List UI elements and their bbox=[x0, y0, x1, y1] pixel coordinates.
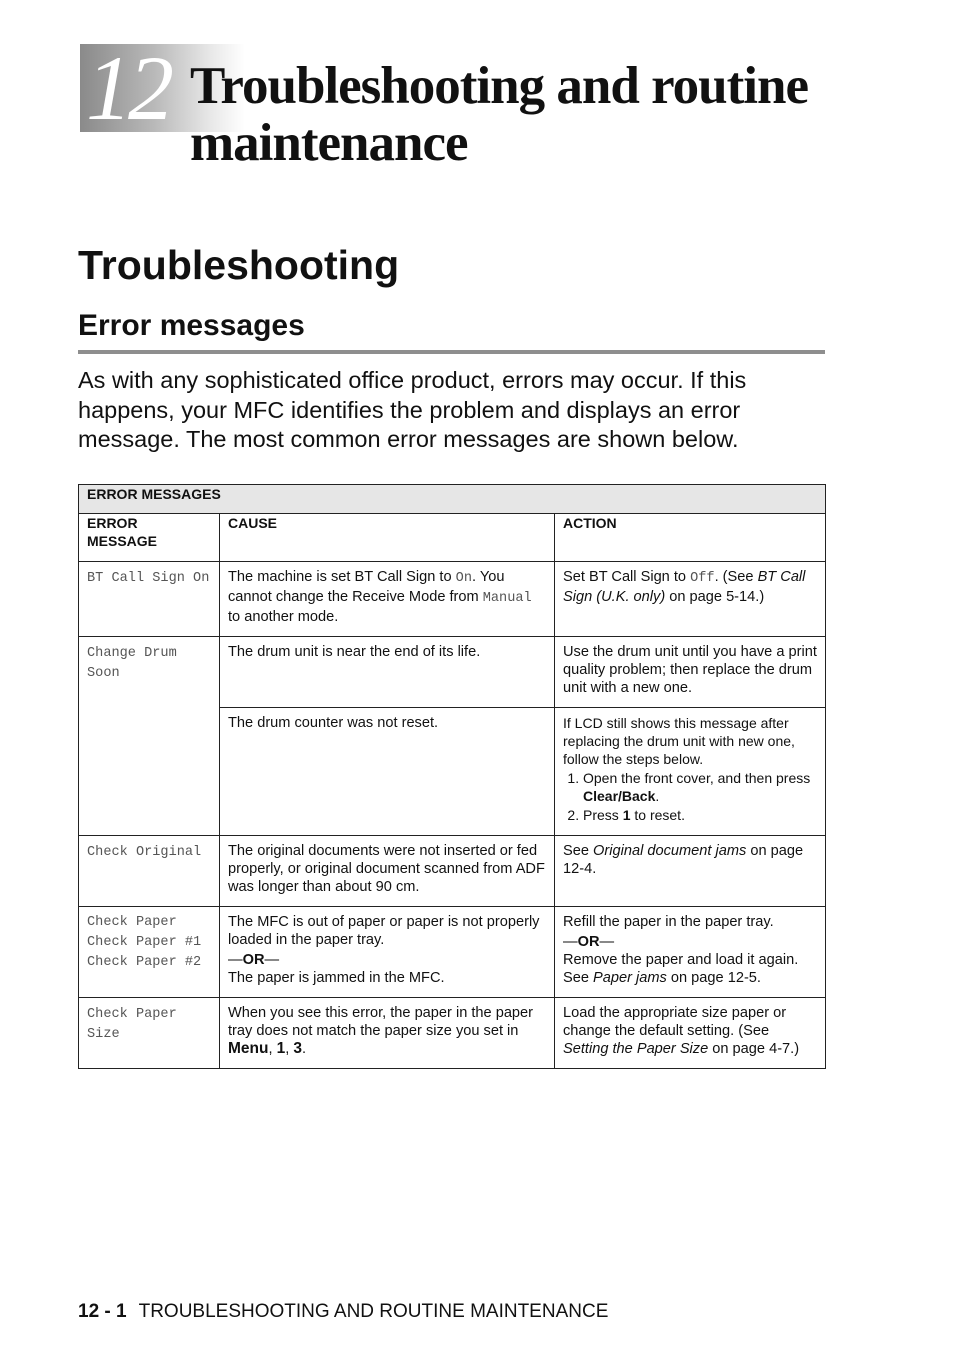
cause-cell: The drum counter was not reset. bbox=[220, 708, 555, 836]
cause-text: The machine is set BT Call Sign to bbox=[228, 569, 456, 585]
action-text: . (See bbox=[714, 569, 758, 585]
table-row bbox=[79, 998, 826, 1069]
action-text: Remove the paper and load it again. See bbox=[563, 952, 799, 986]
list-item bbox=[583, 806, 817, 824]
lcd-setting: Manual bbox=[482, 591, 532, 606]
header-cause: CAUSE bbox=[220, 514, 555, 562]
footer-text: TROUBLESHOOTING AND ROUTINE MAINTENANCE bbox=[138, 1301, 609, 1322]
key-name: Menu bbox=[228, 1040, 269, 1057]
steps-list bbox=[563, 769, 817, 824]
action-text: on page 12-4. bbox=[563, 843, 804, 877]
action-text: If LCD still shows this message after replacing the drum unit with new one, follow the steps below. bbox=[563, 715, 795, 767]
lcd-message: Check Original bbox=[87, 845, 202, 860]
action-cell bbox=[555, 836, 826, 907]
cause-text: The paper is jammed in the MFC. bbox=[228, 970, 445, 986]
cause-cell: The drum unit is near the end of its life. bbox=[220, 637, 555, 708]
action-cell: Use the drum unit until you have a print quality problem; then replace the drum unit with a new one. bbox=[555, 637, 826, 708]
table-row bbox=[79, 562, 826, 637]
or-separator: —OR— bbox=[563, 934, 615, 950]
lcd-setting: On bbox=[455, 571, 472, 586]
message-cell bbox=[79, 998, 220, 1069]
or-separator: —OR— bbox=[228, 952, 280, 968]
action-text: See bbox=[563, 843, 594, 859]
table-row bbox=[79, 637, 826, 708]
cross-reference: Paper jams bbox=[593, 970, 667, 986]
step-text: Press bbox=[583, 807, 623, 823]
action-cell bbox=[555, 907, 826, 998]
action-text: on page 5-14.) bbox=[665, 589, 765, 605]
cross-reference: BT Call Sign (U.K. only) bbox=[563, 569, 806, 605]
table-row bbox=[79, 836, 826, 907]
action-cell bbox=[555, 708, 826, 836]
lcd-message: Check Paper bbox=[87, 915, 177, 930]
subsection-rule bbox=[78, 350, 825, 354]
subsection-title: Error messages bbox=[78, 309, 305, 342]
cause-cell bbox=[220, 562, 555, 637]
key-name: Clear/Back bbox=[583, 788, 656, 804]
key-name: 3 bbox=[293, 1040, 302, 1057]
or-label: OR bbox=[242, 952, 265, 968]
action-text: on page 12-5. bbox=[666, 970, 761, 986]
table-header-row bbox=[79, 514, 826, 562]
lcd-message: Check Paper #2 bbox=[87, 955, 202, 970]
section-title: Troubleshooting bbox=[78, 242, 400, 288]
lcd-message: Check Paper Size bbox=[87, 1007, 177, 1042]
step-text: . bbox=[655, 788, 660, 804]
message-cell bbox=[79, 637, 220, 836]
table-row bbox=[79, 907, 826, 998]
table-caption-row bbox=[79, 485, 826, 514]
header-error-message: ERROR MESSAGE bbox=[79, 514, 220, 562]
cause-text: . You cannot change the Receive Mode from bbox=[228, 569, 505, 605]
key-name: 1 bbox=[276, 1040, 286, 1057]
key-name: 1 bbox=[622, 807, 631, 823]
lcd-message: Change Drum Soon bbox=[87, 646, 177, 681]
cause-cell bbox=[220, 907, 555, 998]
step-text: Open the front cover, and then press bbox=[583, 770, 811, 786]
lcd-message: BT Call Sign On bbox=[87, 571, 210, 586]
action-cell bbox=[555, 998, 826, 1069]
cause-text: When you see this error, the paper in the paper tray does not match the paper size you set in bbox=[228, 1005, 534, 1039]
lcd-message: Check Paper #1 bbox=[87, 935, 202, 950]
cause-cell: When you see this error, the paper in the paper tray does not match the paper size you set in Menu, 1, 3. bbox=[220, 998, 555, 1069]
list-item bbox=[583, 769, 817, 805]
or-label: OR bbox=[577, 934, 600, 950]
cause-cell: The original documents were not inserted or fed properly, or original document scanned from ADF was longer than about 90 cm. bbox=[220, 836, 555, 907]
cross-reference: Original document jams bbox=[593, 843, 747, 859]
message-cell bbox=[79, 562, 220, 637]
step-text: to reset. bbox=[630, 807, 685, 823]
intro-paragraph: As with any sophisticated office product, errors may occur. If this happens, your MFC identifies the problem and displays an error message. The most common error messages are shown below. bbox=[78, 367, 747, 452]
lcd-setting: Off bbox=[690, 571, 715, 586]
action-text: Refill the paper in the paper tray. bbox=[563, 914, 774, 930]
page-number: 12 - 1 bbox=[78, 1301, 127, 1322]
action-cell bbox=[555, 562, 826, 637]
action-text: Set BT Call Sign to bbox=[563, 569, 691, 585]
chapter-number: 12 bbox=[86, 37, 170, 139]
cause-text: to another mode. bbox=[228, 609, 339, 625]
message-cell bbox=[79, 836, 220, 907]
action-text: on page 4-7.) bbox=[708, 1041, 800, 1057]
action-text: Load the appropriate size paper or change the default setting. (See bbox=[563, 1005, 787, 1039]
cross-reference: Setting the Paper Size bbox=[563, 1041, 709, 1057]
cause-text: The MFC is out of paper or paper is not properly loaded in the paper tray. bbox=[228, 914, 540, 948]
table-caption: ERROR MESSAGES bbox=[79, 485, 826, 514]
header-action: ACTION bbox=[555, 514, 826, 562]
message-cell bbox=[79, 907, 220, 998]
chapter-title: Troubleshooting and routine maintenance bbox=[190, 57, 809, 172]
error-messages-table bbox=[78, 484, 826, 1069]
page-footer bbox=[78, 1300, 608, 1324]
